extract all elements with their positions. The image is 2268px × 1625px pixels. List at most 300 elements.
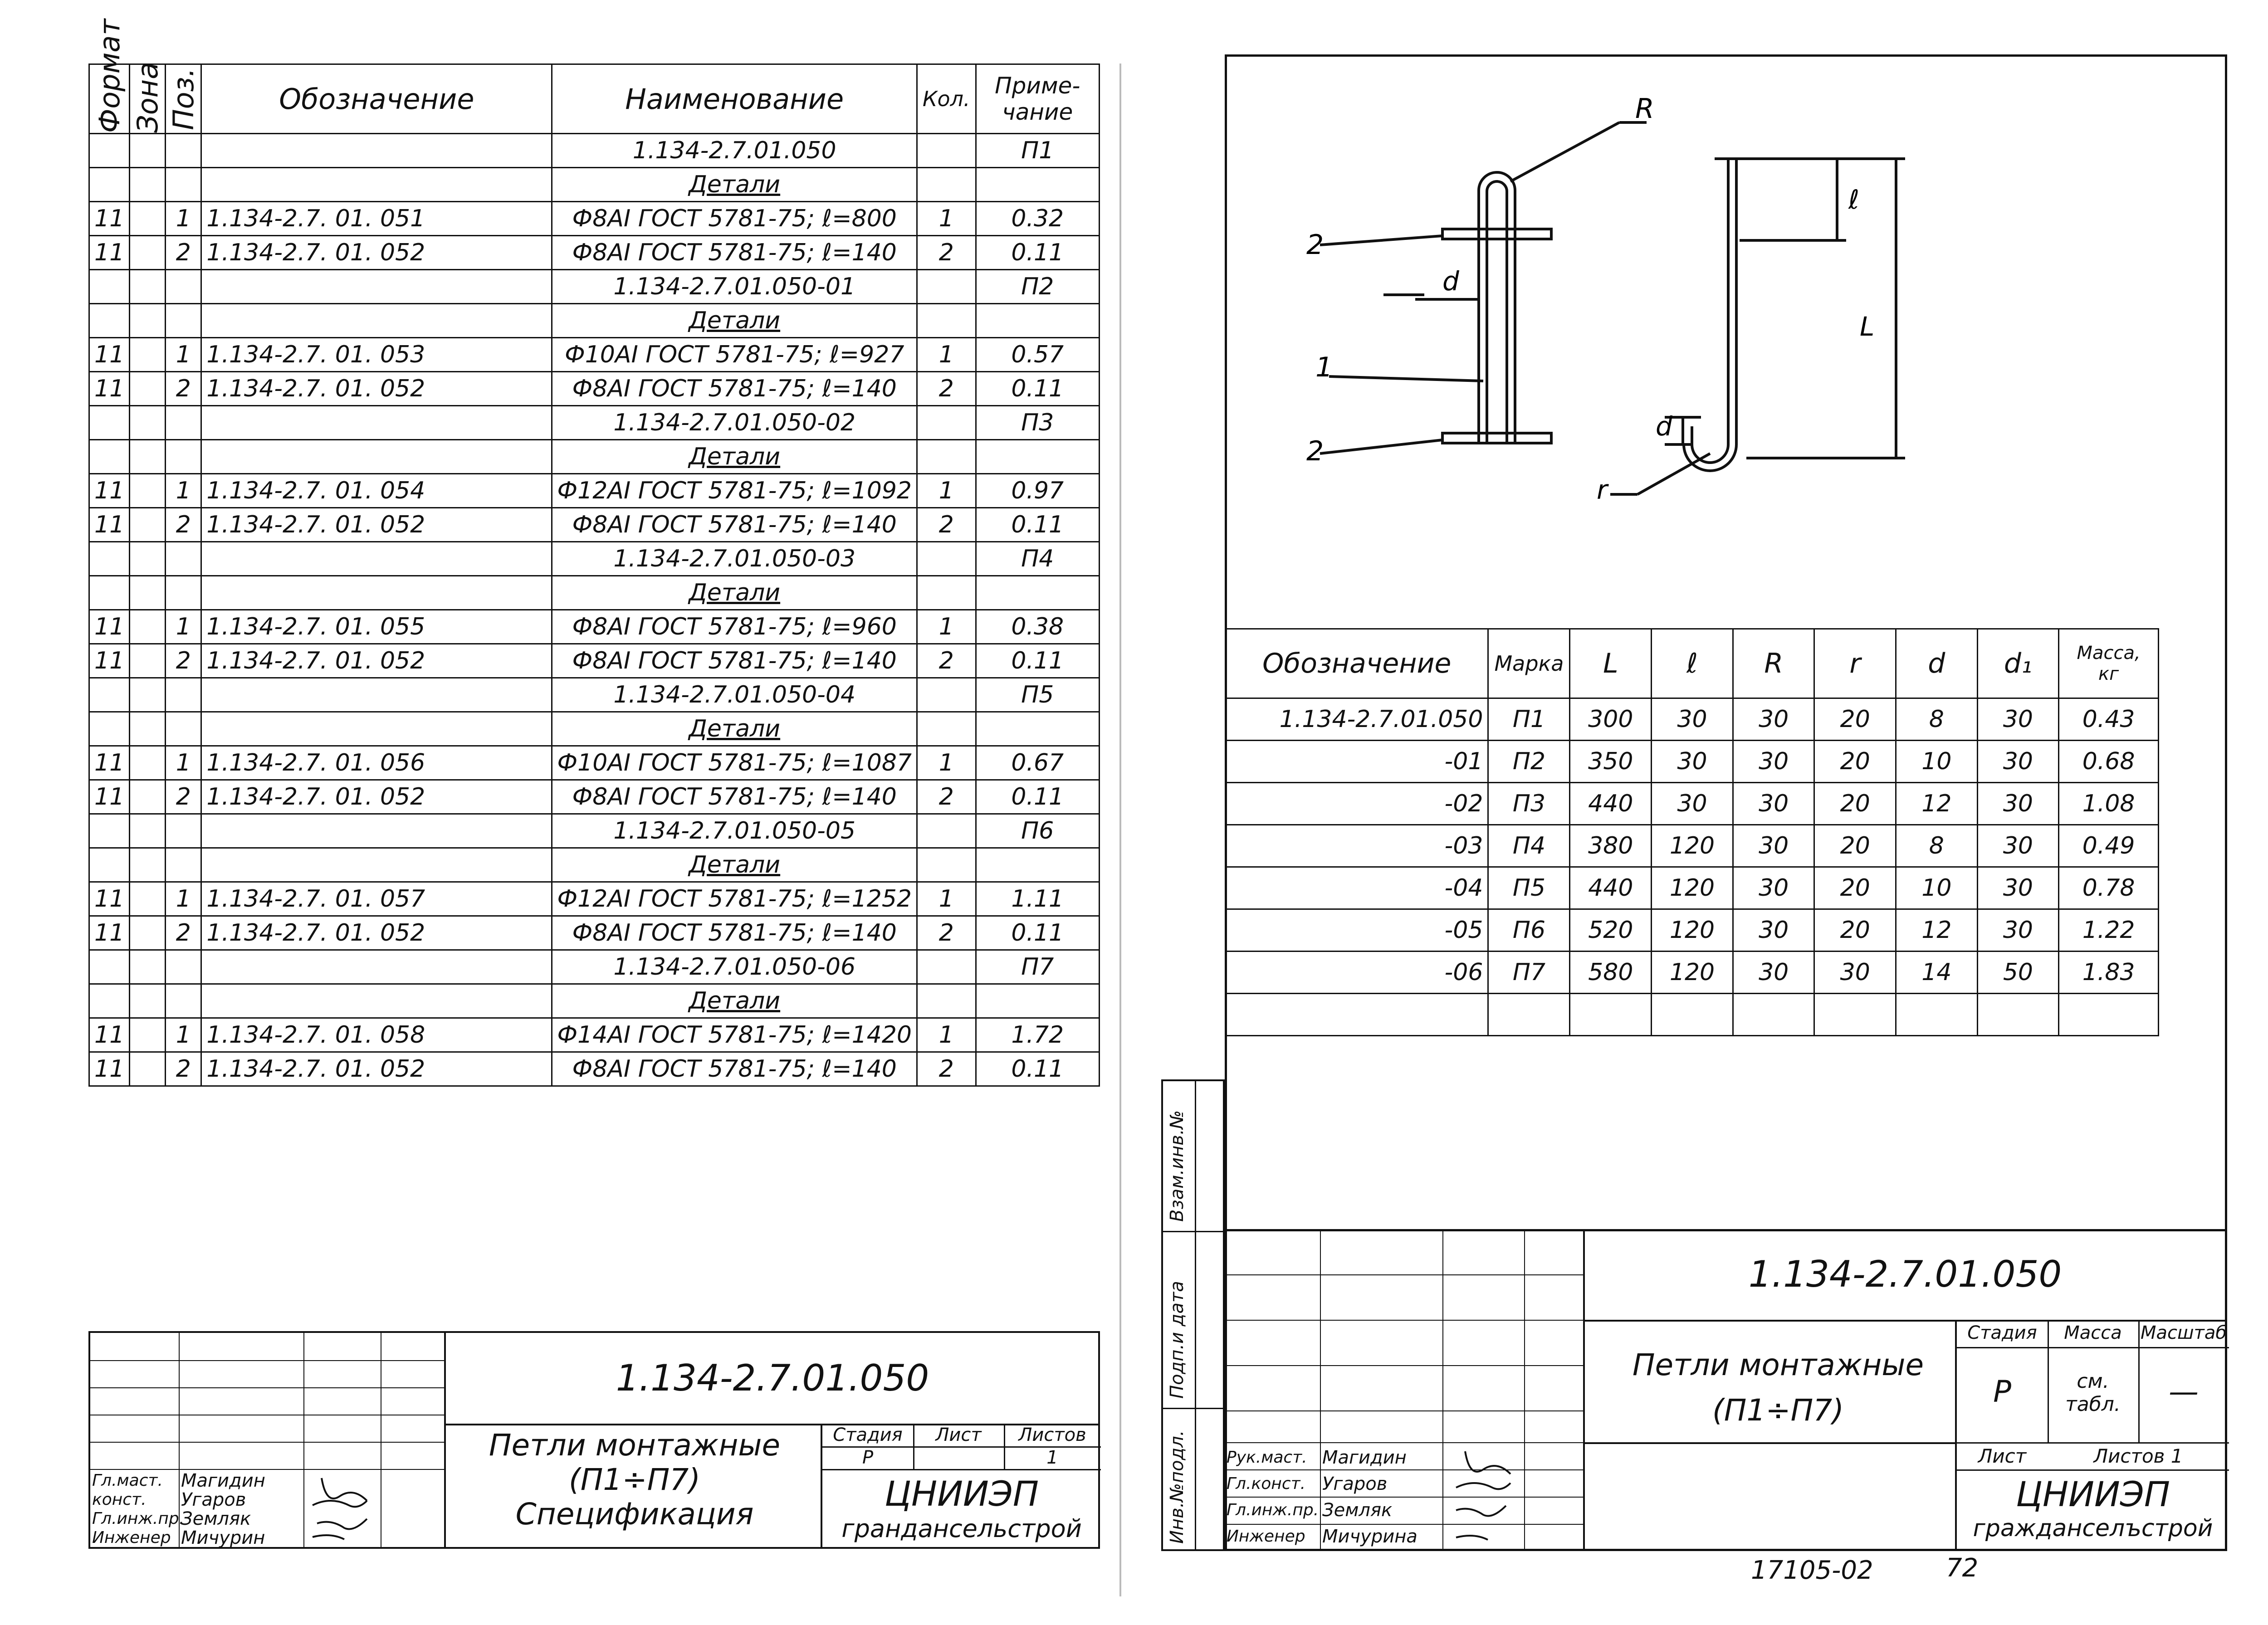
spec-cell-des [201, 406, 552, 440]
spec-row [89, 338, 1100, 372]
spec-cell-f: 11 [89, 338, 130, 372]
spec-cell-f [89, 712, 130, 746]
spec-cell-qty [917, 304, 976, 338]
left-title [453, 1428, 816, 1532]
param-cell: 30 [1733, 698, 1814, 741]
spec-cell-f: 11 [89, 236, 130, 270]
param-cell: 30 [1977, 825, 2059, 867]
spec-cell-z [130, 712, 166, 746]
param-col-mass: Масса, кг [2059, 629, 2159, 698]
spec-cell-p: 2 [166, 508, 201, 542]
spec-cell-z [130, 984, 166, 1018]
title-line1: Петли монтажные [1632, 1347, 1924, 1382]
spec-cell-des [201, 440, 552, 474]
spec-cell-f: 11 [89, 610, 130, 644]
spec-cell-f: 11 [89, 1052, 130, 1086]
spec-cell-qty [917, 134, 976, 168]
spec-cell-z [130, 1018, 166, 1052]
spec-row [89, 610, 1100, 644]
label-d1: d [1656, 411, 1672, 442]
spec-row [89, 814, 1100, 848]
person-name: Угаров [1322, 1474, 1388, 1494]
spec-cell-name: Ф14AI ГОСТ 5781-75; ℓ=1420 [552, 1018, 917, 1052]
spec-cell-f [89, 576, 130, 610]
person-name: Земляк [1322, 1500, 1393, 1521]
spec-cell-des [201, 678, 552, 712]
spec-row [89, 304, 1100, 338]
spec-row [89, 202, 1100, 236]
spec-cell-note [976, 712, 1100, 746]
spec-cell-note: 0.11 [976, 1052, 1100, 1086]
person-name: Мичурина [1322, 1526, 1418, 1547]
param-cell: 10 [1896, 867, 1978, 909]
org-name: ЦНИИЭП [884, 1474, 1039, 1514]
param-cell: 1.83 [2059, 952, 2159, 994]
spec-cell-p [166, 134, 201, 168]
spec-row [89, 950, 1100, 984]
param-table [1225, 628, 2159, 1036]
spec-cell-f: 11 [89, 1018, 130, 1052]
spec-cell-z [130, 542, 166, 576]
spec-cell-qty: 2 [917, 372, 976, 406]
spec-cell-des: 1.134-2.7. 01. 052 [201, 236, 552, 270]
spec-cell-note: 0.57 [976, 338, 1100, 372]
spec-cell-p [166, 576, 201, 610]
spec-table [88, 19, 1100, 1087]
spec-cell-name: 1.134-2.7.01.050-04 [552, 678, 917, 712]
param-cell: 30 [1733, 952, 1814, 994]
sheets-label: Листов 1 [2093, 1445, 2183, 1467]
param-cell: 380 [1570, 825, 1652, 867]
spec-cell-des: 1.134-2.7. 01. 052 [201, 780, 552, 814]
spec-cell-note: П7 [976, 950, 1100, 984]
param-row-empty [1226, 994, 2159, 1036]
spec-cell-z [130, 916, 166, 950]
param-cell-empty [1977, 994, 2059, 1036]
stage-value: Р [862, 1447, 874, 1468]
right-title-block [1225, 1229, 2227, 1551]
param-cell: 580 [1570, 952, 1652, 994]
param-cell: -02 [1226, 783, 1488, 825]
spec-cell-des: 1.134-2.7. 01. 053 [201, 338, 552, 372]
param-cell: 30 [1814, 952, 1896, 994]
spec-row [89, 712, 1100, 746]
spec-cell-qty: 2 [917, 508, 976, 542]
sheet-label: Лист [1978, 1445, 2027, 1467]
title-line2: (П1÷П7) [1712, 1393, 1844, 1428]
right-people-names [1322, 1444, 1418, 1550]
spec-cell-z [130, 746, 166, 780]
spec-cell-f [89, 134, 130, 168]
spec-row [89, 134, 1100, 168]
spec-cell-p [166, 712, 201, 746]
spec-row [89, 576, 1100, 610]
spec-cell-note: 0.11 [976, 644, 1100, 678]
spec-cell-p [166, 440, 201, 474]
spec-cell-qty [917, 984, 976, 1018]
param-cell: 520 [1570, 909, 1652, 952]
spec-cell-p: 1 [166, 202, 201, 236]
spec-cell-note [976, 848, 1100, 882]
spec-cell-note: П2 [976, 270, 1100, 304]
spec-cell-qty: 2 [917, 780, 976, 814]
mass-label: Масса [2064, 1322, 2122, 1343]
param-cell-empty [1733, 994, 1814, 1036]
param-cell: 0.78 [2059, 867, 2159, 909]
spec-cell-note: 1.72 [976, 1018, 1100, 1052]
stage-value: Р [1993, 1374, 2011, 1409]
spec-row [89, 508, 1100, 542]
spec-cell-f: 11 [89, 780, 130, 814]
param-row [1226, 909, 2159, 952]
param-cell: 0.68 [2059, 741, 2159, 783]
spec-cell-p [166, 814, 201, 848]
left-title-block [88, 1331, 1100, 1549]
person-role: конст. [92, 1490, 147, 1509]
spec-cell-p: 2 [166, 780, 201, 814]
spec-cell-des: 1.134-2.7. 01. 055 [201, 610, 552, 644]
spec-cell-f [89, 848, 130, 882]
spec-row [89, 644, 1100, 678]
spec-cell-p [166, 542, 201, 576]
spec-row [89, 440, 1100, 474]
spec-row [89, 406, 1100, 440]
person-name: Земляк [181, 1508, 251, 1529]
spec-cell-note: 0.11 [976, 780, 1100, 814]
param-cell: 30 [1733, 741, 1814, 783]
spec-cell-name: 1.134-2.7.01.050 [552, 134, 917, 168]
spec-cell-name: Ф12AI ГОСТ 5781-75; ℓ=1252 [552, 882, 917, 916]
param-cell: 12 [1896, 783, 1978, 825]
param-cell: 1.22 [2059, 909, 2159, 952]
spec-cell-name: Детали [552, 576, 917, 610]
spec-cell-z [130, 236, 166, 270]
signature-scribbles [308, 1469, 376, 1546]
person-name: Угаров [181, 1489, 246, 1510]
param-cell: -03 [1226, 825, 1488, 867]
person-name: Магидин [181, 1470, 265, 1491]
param-cell: 30 [1733, 783, 1814, 825]
sheets-value: 1 [1046, 1447, 1058, 1468]
spec-cell-name: Ф12AI ГОСТ 5781-75; ℓ=1092 [552, 474, 917, 508]
spec-cell-z [130, 508, 166, 542]
param-cell: 30 [1977, 867, 2059, 909]
param-row [1226, 825, 2159, 867]
scale-label: Масштаб [2140, 1322, 2227, 1343]
loop-drawing [1293, 91, 1973, 522]
spec-cell-des [201, 168, 552, 202]
param-cell: 30 [1652, 783, 1733, 825]
spec-cell-qty: 2 [917, 644, 976, 678]
spec-cell-f [89, 270, 130, 304]
spec-cell-f [89, 168, 130, 202]
person-role: Инженер [92, 1528, 171, 1547]
spec-cell-qty: 1 [917, 474, 976, 508]
spec-cell-p: 1 [166, 882, 201, 916]
spec-cell-p [166, 304, 201, 338]
spec-cell-p: 1 [166, 474, 201, 508]
spec-row [89, 916, 1100, 950]
right-signature-grid [1225, 1229, 1585, 1551]
spec-cell-f: 11 [89, 202, 130, 236]
param-cell: 120 [1652, 909, 1733, 952]
param-cell: 440 [1570, 783, 1652, 825]
spec-row [89, 168, 1100, 202]
param-cell-empty [1652, 994, 1733, 1036]
mass-value: см. табл. [2065, 1370, 2121, 1416]
param-cell: 440 [1570, 867, 1652, 909]
param-col-l: ℓ [1652, 629, 1733, 698]
spec-cell-name: Детали [552, 304, 917, 338]
param-cell: 300 [1570, 698, 1652, 741]
spec-row [89, 848, 1100, 882]
param-cell: П2 [1488, 741, 1570, 783]
spec-cell-qty: 2 [917, 236, 976, 270]
spec-cell-qty [917, 270, 976, 304]
spec-cell-f [89, 304, 130, 338]
param-cell: П3 [1488, 783, 1570, 825]
spec-cell-des: 1.134-2.7. 01. 058 [201, 1018, 552, 1052]
spec-cell-note: 0.11 [976, 372, 1100, 406]
spec-cell-note: 1.11 [976, 882, 1100, 916]
loop-inner [1487, 181, 1507, 444]
left-people-roles [92, 1471, 184, 1547]
param-cell: -05 [1226, 909, 1488, 952]
param-row [1226, 867, 2159, 909]
spec-cell-p: 2 [166, 372, 201, 406]
spec-cell-des: 1.134-2.7. 01. 052 [201, 1052, 552, 1086]
spec-cell-z [130, 780, 166, 814]
param-cell: 1.134-2.7.01.050 [1226, 698, 1488, 741]
param-cell: 20 [1814, 783, 1896, 825]
param-cell: 350 [1570, 741, 1652, 783]
spec-cell-name: Ф8AI ГОСТ 5781-75; ℓ=140 [552, 780, 917, 814]
spec-cell-qty [917, 406, 976, 440]
spec-cell-des [201, 712, 552, 746]
bar-top [1442, 229, 1551, 239]
spec-cell-f: 11 [89, 474, 130, 508]
spec-cell-p: 1 [166, 338, 201, 372]
param-row [1226, 952, 2159, 994]
spec-cell-f [89, 984, 130, 1018]
param-cell: 120 [1652, 825, 1733, 867]
param-cell: -01 [1226, 741, 1488, 783]
spec-cell-f: 11 [89, 746, 130, 780]
spec-cell-p [166, 406, 201, 440]
person-name: Мичурин [181, 1527, 265, 1548]
label-L: L [1860, 311, 1875, 342]
spec-cell-name: Детали [552, 168, 917, 202]
spec-row [89, 474, 1100, 508]
org-name: ЦНИИЭП [2015, 1474, 2170, 1514]
spec-cell-des: 1.134-2.7. 01. 054 [201, 474, 552, 508]
stage-label: Стадия [1967, 1322, 2037, 1343]
right-title [1597, 1342, 1960, 1433]
spec-cell-name: 1.134-2.7.01.050-05 [552, 814, 917, 848]
stage-label: Стадия [833, 1425, 903, 1445]
loop-outer [1479, 172, 1515, 444]
title-line3: Спецификация [515, 1497, 754, 1532]
spec-cell-z [130, 644, 166, 678]
param-cell-empty [1226, 994, 1488, 1036]
spec-cell-p: 2 [166, 916, 201, 950]
spec-cell-des: 1.134-2.7. 01. 057 [201, 882, 552, 916]
spec-cell-p [166, 984, 201, 1018]
spec-cell-z [130, 202, 166, 236]
spec-row [89, 270, 1100, 304]
spec-cell-des [201, 542, 552, 576]
spec-cell-name: Детали [552, 848, 917, 882]
spec-cell-des [201, 576, 552, 610]
spec-cell-name: 1.134-2.7.01.050-03 [552, 542, 917, 576]
spec-cell-note: 0.67 [976, 746, 1100, 780]
spec-cell-z [130, 474, 166, 508]
spec-cell-des [201, 814, 552, 848]
spec-cell-z [130, 678, 166, 712]
param-cell: 20 [1814, 867, 1896, 909]
spec-cell-name: Ф8AI ГОСТ 5781-75; ℓ=800 [552, 202, 917, 236]
spec-cell-note: 0.97 [976, 474, 1100, 508]
spec-cell-z [130, 1052, 166, 1086]
spec-col-name: Наименование [552, 64, 917, 134]
spec-col-designation: Обозначение [201, 64, 552, 134]
param-col-R: R [1733, 629, 1814, 698]
spec-col-qty: Кол. [917, 64, 976, 134]
param-row [1226, 741, 2159, 783]
scale-value: — [2169, 1374, 2199, 1409]
title-line2: (П1÷П7) [568, 1462, 701, 1497]
spec-cell-name: Ф10AI ГОСТ 5781-75; ℓ=927 [552, 338, 917, 372]
param-cell: 30 [1977, 783, 2059, 825]
spec-cell-des [201, 950, 552, 984]
spec-cell-qty [917, 950, 976, 984]
spec-cell-f [89, 542, 130, 576]
param-header [1226, 629, 2159, 698]
side-stamp-strip [1161, 1079, 1225, 1551]
param-cell: 30 [1977, 909, 2059, 952]
person-role: Инженер [1227, 1527, 1305, 1546]
spec-cell-p: 2 [166, 644, 201, 678]
spec-cell-f [89, 440, 130, 474]
spec-cell-des [201, 270, 552, 304]
spec-cell-name: Ф8AI ГОСТ 5781-75; ℓ=140 [552, 644, 917, 678]
spec-cell-note: 0.32 [976, 202, 1100, 236]
spec-row [89, 882, 1100, 916]
label-l: ℓ [1848, 184, 1859, 215]
param-cell: 10 [1896, 741, 1978, 783]
spec-cell-qty: 2 [917, 916, 976, 950]
person-name: Магидин [1322, 1447, 1407, 1468]
spec-row [89, 542, 1100, 576]
spec-cell-p: 1 [166, 1018, 201, 1052]
spec-cell-note [976, 304, 1100, 338]
side-label-inv: Инв.№подл. [1167, 1430, 1188, 1544]
spec-cell-name: Ф8AI ГОСТ 5781-75; ℓ=140 [552, 916, 917, 950]
spec-cell-name: Ф10AI ГОСТ 5781-75; ℓ=1087 [552, 746, 917, 780]
param-col-d1: d₁ [1977, 629, 2059, 698]
spec-cell-f [89, 406, 130, 440]
person-role: Гл.маст. [92, 1471, 163, 1490]
spec-cell-note [976, 440, 1100, 474]
spec-cell-name: Ф8AI ГОСТ 5781-75; ℓ=140 [552, 1052, 917, 1086]
footer-code: 17105-02 [1751, 1556, 1873, 1585]
param-cell: 0.49 [2059, 825, 2159, 867]
param-col-designation: Обозначение [1226, 629, 1488, 698]
param-cell: 30 [1652, 698, 1733, 741]
spec-cell-qty: 1 [917, 610, 976, 644]
param-cell-empty [1488, 994, 1570, 1036]
spec-cell-qty [917, 440, 976, 474]
spec-cell-note: П3 [976, 406, 1100, 440]
param-col-d: d [1896, 629, 1978, 698]
param-cell-empty [1570, 994, 1652, 1036]
spec-cell-note: П1 [976, 134, 1100, 168]
spec-cell-note: П5 [976, 678, 1100, 712]
spec-cell-qty [917, 168, 976, 202]
spec-cell-des [201, 848, 552, 882]
spec-row [89, 678, 1100, 712]
spec-cell-p [166, 270, 201, 304]
spec-cell-f: 11 [89, 508, 130, 542]
page-fold [1119, 63, 1121, 1596]
spec-cell-name: 1.134-2.7.01.050-01 [552, 270, 917, 304]
spec-cell-des: 1.134-2.7. 01. 056 [201, 746, 552, 780]
spec-cell-z [130, 440, 166, 474]
spec-cell-f [89, 814, 130, 848]
param-cell: 30 [1977, 698, 2059, 741]
param-cell: 120 [1652, 867, 1733, 909]
spec-cell-f: 11 [89, 916, 130, 950]
param-cell: П5 [1488, 867, 1570, 909]
spec-cell-z [130, 270, 166, 304]
left-people-names [181, 1471, 265, 1547]
spec-cell-z [130, 372, 166, 406]
param-col-r: r [1814, 629, 1896, 698]
right-people-roles [1227, 1444, 1319, 1550]
spec-cell-p: 1 [166, 746, 201, 780]
param-cell: 20 [1814, 741, 1896, 783]
person-role: Гл.инж.пр. [1227, 1501, 1319, 1519]
spec-cell-name: 1.134-2.7.01.050-02 [552, 406, 917, 440]
spec-cell-name: Детали [552, 712, 917, 746]
spec-cell-qty: 1 [917, 746, 976, 780]
spec-cell-name: Детали [552, 984, 917, 1018]
bar-bottom [1442, 433, 1551, 443]
spec-cell-qty [917, 712, 976, 746]
spec-row [89, 1018, 1100, 1052]
spec-cell-p: 1 [166, 610, 201, 644]
spec-cell-note [976, 576, 1100, 610]
spec-cell-des: 1.134-2.7. 01. 052 [201, 372, 552, 406]
spec-cell-note [976, 984, 1100, 1018]
param-row [1226, 698, 2159, 741]
spec-row [89, 984, 1100, 1018]
spec-cell-p [166, 848, 201, 882]
spec-cell-des [201, 984, 552, 1018]
spec-cell-z [130, 406, 166, 440]
param-cell: 1.08 [2059, 783, 2159, 825]
spec-cell-note [976, 168, 1100, 202]
person-role: Рук.маст. [1227, 1448, 1307, 1467]
spec-cell-qty: 1 [917, 1018, 976, 1052]
spec-header [89, 64, 1100, 134]
spec-cell-name: Ф8AI ГОСТ 5781-75; ℓ=140 [552, 508, 917, 542]
spec-cell-z [130, 134, 166, 168]
param-cell: П1 [1488, 698, 1570, 741]
param-cell: 30 [1733, 867, 1814, 909]
spec-cell-p: 2 [166, 236, 201, 270]
spec-cell-p [166, 950, 201, 984]
